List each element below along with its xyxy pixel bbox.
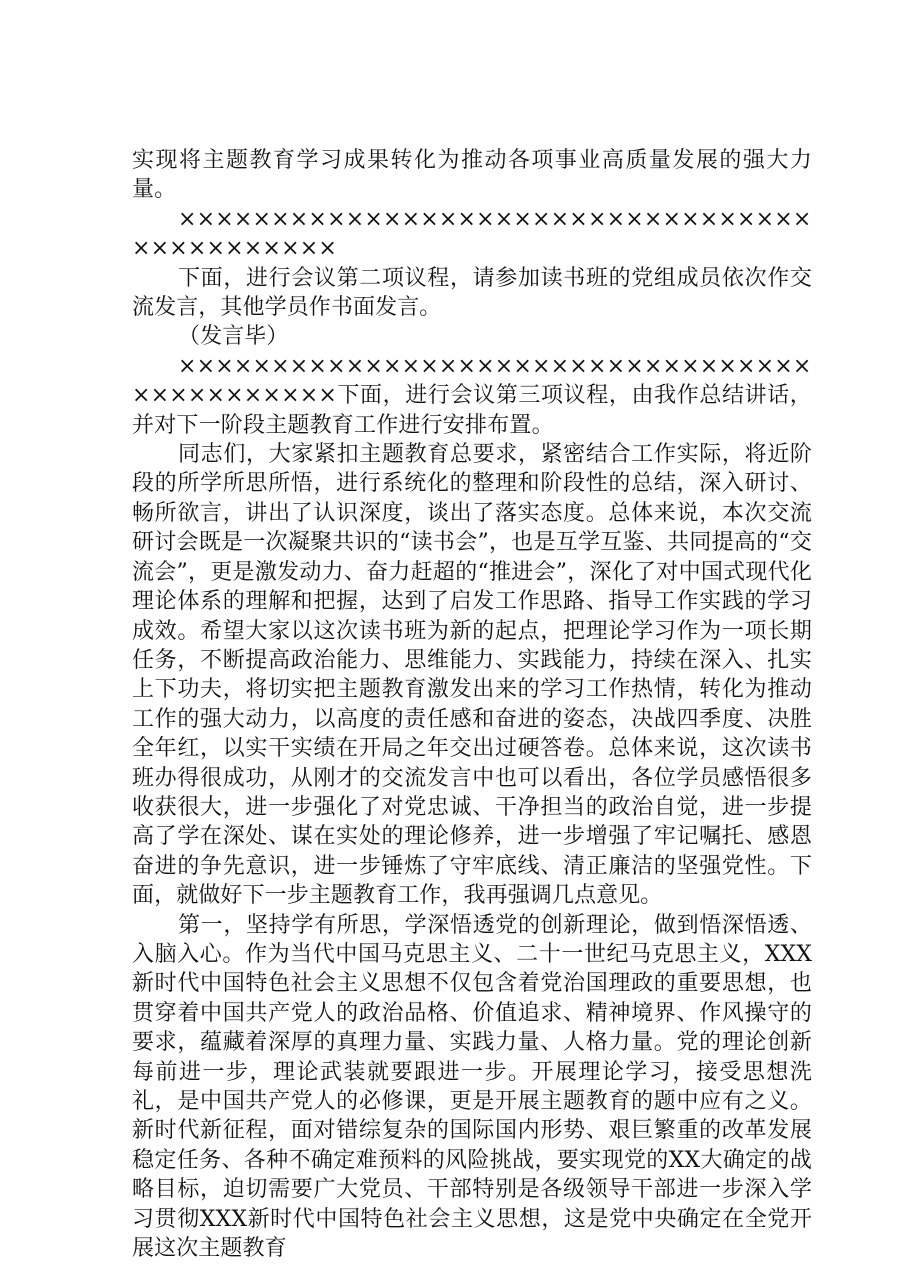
- paragraph-speech-finished: （发言毕）: [178, 324, 289, 350]
- document-page: [132, 146, 812, 1263]
- separator-line-1: ×××××××××××××××××××××××××××××××××××××××××××××: [132, 206, 812, 262]
- paragraph-second-agenda: 下面，进行会议第二项议程，请参加读书班的党组成员依次作交流发言，其他学员作书面发言。: [132, 265, 812, 321]
- paragraph-point-one: 第一，坚持学有所思，学深悟透党的创新理论，做到悟深悟透、入脑入心。作为当代中国马克思主义、二十一世纪马克思主义，XXX新时代中国特色社会主义思想不仅包含着党治国理政的重要思想，也贯穿着中国共产党人的政治品格、价值追求、精神境界、作风操守的要求，蕴藏着深厚的真理力量、实践力量、人格力量。党的理论创新每前进一步，理论武装就要跟进一步。开展理论学习，接受思想洗礼，是中国共产党人的必修课，更是开展主题教育的题中应有之义。新时代新征程，面对错综复杂的国际国内形势、艰巨繁重的改革发展稳定任务、各种不确定难预料的风险挑战，要实现党的XX大确定的战略目标，迫切需要广大党员、干部特别是各级领导干部进一步深入学习贯彻XXX新时代中国特色社会主义思想，这是党中央确定在全党开展这次主题教育: [132, 912, 812, 1262]
- paragraph-third-agenda: ×××××××××××××××××××××××××××××××××××××××××××××下面，进行会议第三项议程，由我作总结讲话，并对下一阶段主题教育工作进行安排布置。: [132, 353, 812, 438]
- paragraph-closing-goal: 实现将主题教育学习成果转化为推动各项事业高质量发展的强大力量。: [132, 148, 812, 203]
- paragraph-summary-remarks: 同志们，大家紧扣主题教育总要求，紧密结合工作实际，将近阶段的所学所思所悟，进行系统化的整理和阶段性的总结，深入研讨、畅所欲言，讲出了认识深度，谈出了落实态度。总体来说，本次交流研讨会既是一次凝聚共识的“读书会”，也是互学互鉴、共同提高的“交流会”，更是激发动力、奋力赶超的“推进会”，深化了对中国式现代化理论体系的理解和把握，达到了启发工作思路、指导工作实践的学习成效。希望大家以这次读书班为新的起点，把理论学习作为一项长期任务，不断提高政治能力、思维能力、实践能力，持续在深入、扎实上下功夫，将切实把主题教育激发出来的学习工作热情，转化为推动工作的强大动力，以高度的责任感和奋进的姿态，决战四季度、决胜全年红，以实干实绩在开局之年交出过硬答卷。总体来说，这次读书班办得很成功，从刚才的交流发言中也可以看出，各位学员感悟很多收获很大，进一步强化了对党忠诚、干净担当的政治自觉，进一步提高了学在深处、谋在实处的理论修养，进一步增强了牢记嘱托、感恩奋进的争先意识，进一步锤炼了守牢底线、清正廉洁的坚强党性。下面，就做好下一步主题教育工作，我再强调几点意见。: [132, 442, 812, 909]
